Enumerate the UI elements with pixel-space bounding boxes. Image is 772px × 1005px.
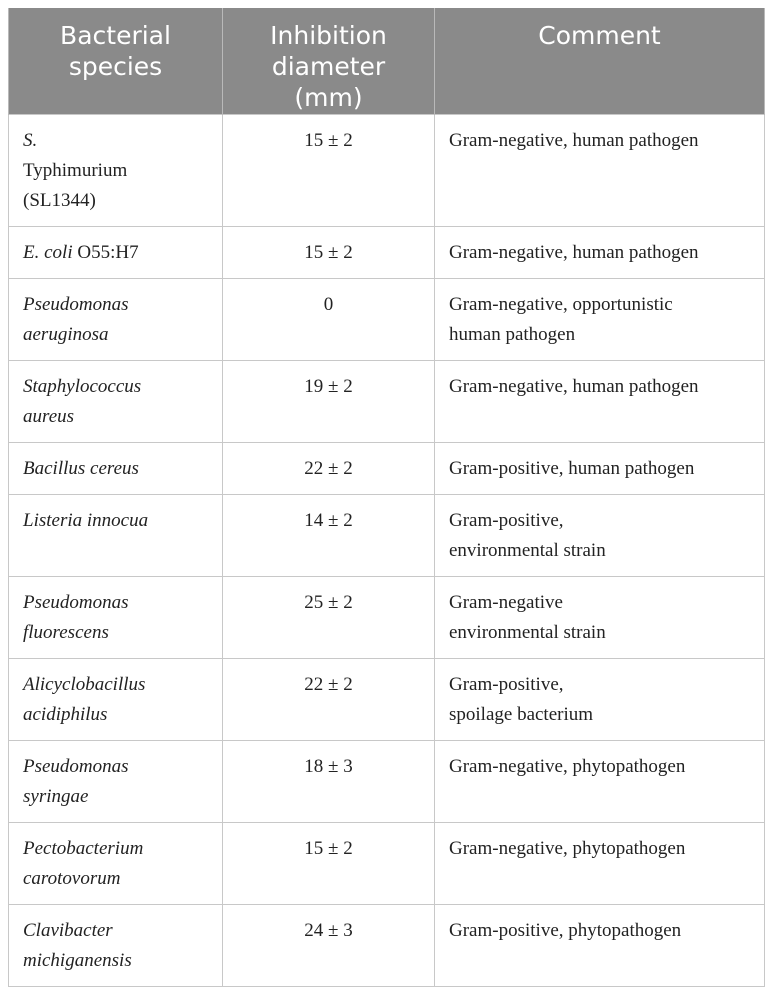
table-row xyxy=(9,114,765,226)
comment-cell xyxy=(435,904,765,986)
comment-line: Gram-negative xyxy=(449,591,563,613)
species-italic-text: Listeria innocua xyxy=(23,509,149,531)
species-line xyxy=(23,618,208,648)
diameter-cell: 19 ± 2 xyxy=(223,360,435,442)
species-line xyxy=(23,670,208,700)
comment-cell xyxy=(435,278,765,360)
table-row xyxy=(9,226,765,278)
comment-cell xyxy=(435,822,765,904)
table-row xyxy=(9,822,765,904)
comment-line: spoilage bacterium xyxy=(449,703,594,725)
species-italic-text: Pseudomonas xyxy=(23,755,129,777)
header-line: diameter xyxy=(271,52,386,81)
species-line xyxy=(23,238,208,268)
species-line xyxy=(23,916,208,946)
species-italic-text: syringae xyxy=(23,785,89,807)
header-diameter xyxy=(223,8,435,114)
diameter-cell: 15 ± 2 xyxy=(223,226,435,278)
species-roman-text: O55:H7 xyxy=(72,241,139,263)
species-line xyxy=(23,402,208,432)
species-line xyxy=(23,290,208,320)
table-row xyxy=(9,658,765,740)
species-italic-text: Clavibacter xyxy=(23,919,113,941)
species-line xyxy=(23,864,208,894)
comment-line: Gram-negative, opportunistic xyxy=(449,293,673,315)
comment-line: Gram-positive, human pathogen xyxy=(449,457,695,479)
diameter-cell: 25 ± 2 xyxy=(223,576,435,658)
species-italic-text: Alicyclobacillus xyxy=(23,673,146,695)
species-line xyxy=(23,506,208,536)
species-cell xyxy=(9,360,223,442)
species-line xyxy=(23,320,208,350)
table-row xyxy=(9,576,765,658)
species-cell xyxy=(9,576,223,658)
table-row xyxy=(9,494,765,576)
species-line xyxy=(23,454,208,484)
species-italic-text: carotovorum xyxy=(23,867,121,889)
table-header xyxy=(9,8,765,114)
diameter-cell: 0 xyxy=(223,278,435,360)
species-roman-text: (SL1344) xyxy=(23,189,96,211)
header-row xyxy=(9,8,765,114)
species-italic-text: Pseudomonas xyxy=(23,293,129,315)
comment-line: Gram-negative, human pathogen xyxy=(449,375,699,397)
header-line: Inhibition xyxy=(270,21,387,50)
species-italic-text: acidiphilus xyxy=(23,703,108,725)
species-line xyxy=(23,752,208,782)
header-species xyxy=(9,8,223,114)
table-row xyxy=(9,740,765,822)
comment-line: environmental strain xyxy=(449,539,606,561)
comment-line: Gram-negative, human pathogen xyxy=(449,129,699,151)
comment-line: Gram-positive, xyxy=(449,673,564,695)
species-cell xyxy=(9,226,223,278)
header-line: Bacterial xyxy=(60,21,171,50)
species-italic-text: Pseudomonas xyxy=(23,591,129,613)
species-italic-text: aureus xyxy=(23,405,75,427)
species-line xyxy=(23,946,208,976)
comment-cell xyxy=(435,360,765,442)
species-cell xyxy=(9,442,223,494)
species-cell xyxy=(9,278,223,360)
species-italic-text: E. coli xyxy=(23,241,73,263)
table-container xyxy=(8,8,765,987)
comment-line: environmental strain xyxy=(449,621,606,643)
comment-cell xyxy=(435,658,765,740)
comment-line: Gram-negative, phytopathogen xyxy=(449,755,686,777)
species-italic-text: fluorescens xyxy=(23,621,109,643)
species-italic-text: michiganensis xyxy=(23,949,132,971)
species-line xyxy=(23,700,208,730)
species-italic-text: S. xyxy=(23,129,38,151)
comment-line: Gram-negative, phytopathogen xyxy=(449,837,686,859)
comment-cell xyxy=(435,114,765,226)
species-italic-text: Pectobacterium xyxy=(23,837,144,859)
comment-cell xyxy=(435,226,765,278)
species-cell xyxy=(9,114,223,226)
table-body xyxy=(9,114,765,986)
table-row xyxy=(9,360,765,442)
species-line xyxy=(23,156,208,186)
diameter-cell: 15 ± 2 xyxy=(223,822,435,904)
comment-line: Gram-negative, human pathogen xyxy=(449,241,699,263)
species-roman-text: Typhimurium xyxy=(23,159,128,181)
comment-cell xyxy=(435,740,765,822)
species-line xyxy=(23,186,208,216)
table-row xyxy=(9,904,765,986)
diameter-cell: 24 ± 3 xyxy=(223,904,435,986)
species-cell xyxy=(9,494,223,576)
diameter-cell: 22 ± 2 xyxy=(223,442,435,494)
species-line xyxy=(23,372,208,402)
comment-line: Gram-positive, phytopathogen xyxy=(449,919,682,941)
inhibition-table xyxy=(8,8,765,987)
diameter-cell: 22 ± 2 xyxy=(223,658,435,740)
species-line xyxy=(23,834,208,864)
species-italic-text: aeruginosa xyxy=(23,323,109,345)
diameter-cell: 14 ± 2 xyxy=(223,494,435,576)
species-italic-text: Bacillus cereus xyxy=(23,457,139,479)
species-line xyxy=(23,126,208,156)
comment-line: Gram-positive, xyxy=(449,509,564,531)
comment-cell xyxy=(435,442,765,494)
diameter-cell: 15 ± 2 xyxy=(223,114,435,226)
header-line: species xyxy=(68,52,163,81)
comment-cell xyxy=(435,576,765,658)
diameter-cell: 18 ± 3 xyxy=(223,740,435,822)
header-line: (mm) xyxy=(294,83,363,112)
table-row xyxy=(9,442,765,494)
comment-line: human pathogen xyxy=(449,323,576,345)
comment-cell xyxy=(435,494,765,576)
species-italic-text: Staphylococcus xyxy=(23,375,142,397)
header-comment xyxy=(435,8,765,114)
species-cell xyxy=(9,658,223,740)
table-row xyxy=(9,278,765,360)
species-cell xyxy=(9,822,223,904)
species-cell xyxy=(9,904,223,986)
species-line xyxy=(23,588,208,618)
header-line: Comment xyxy=(538,21,661,50)
species-cell xyxy=(9,740,223,822)
species-line xyxy=(23,782,208,812)
